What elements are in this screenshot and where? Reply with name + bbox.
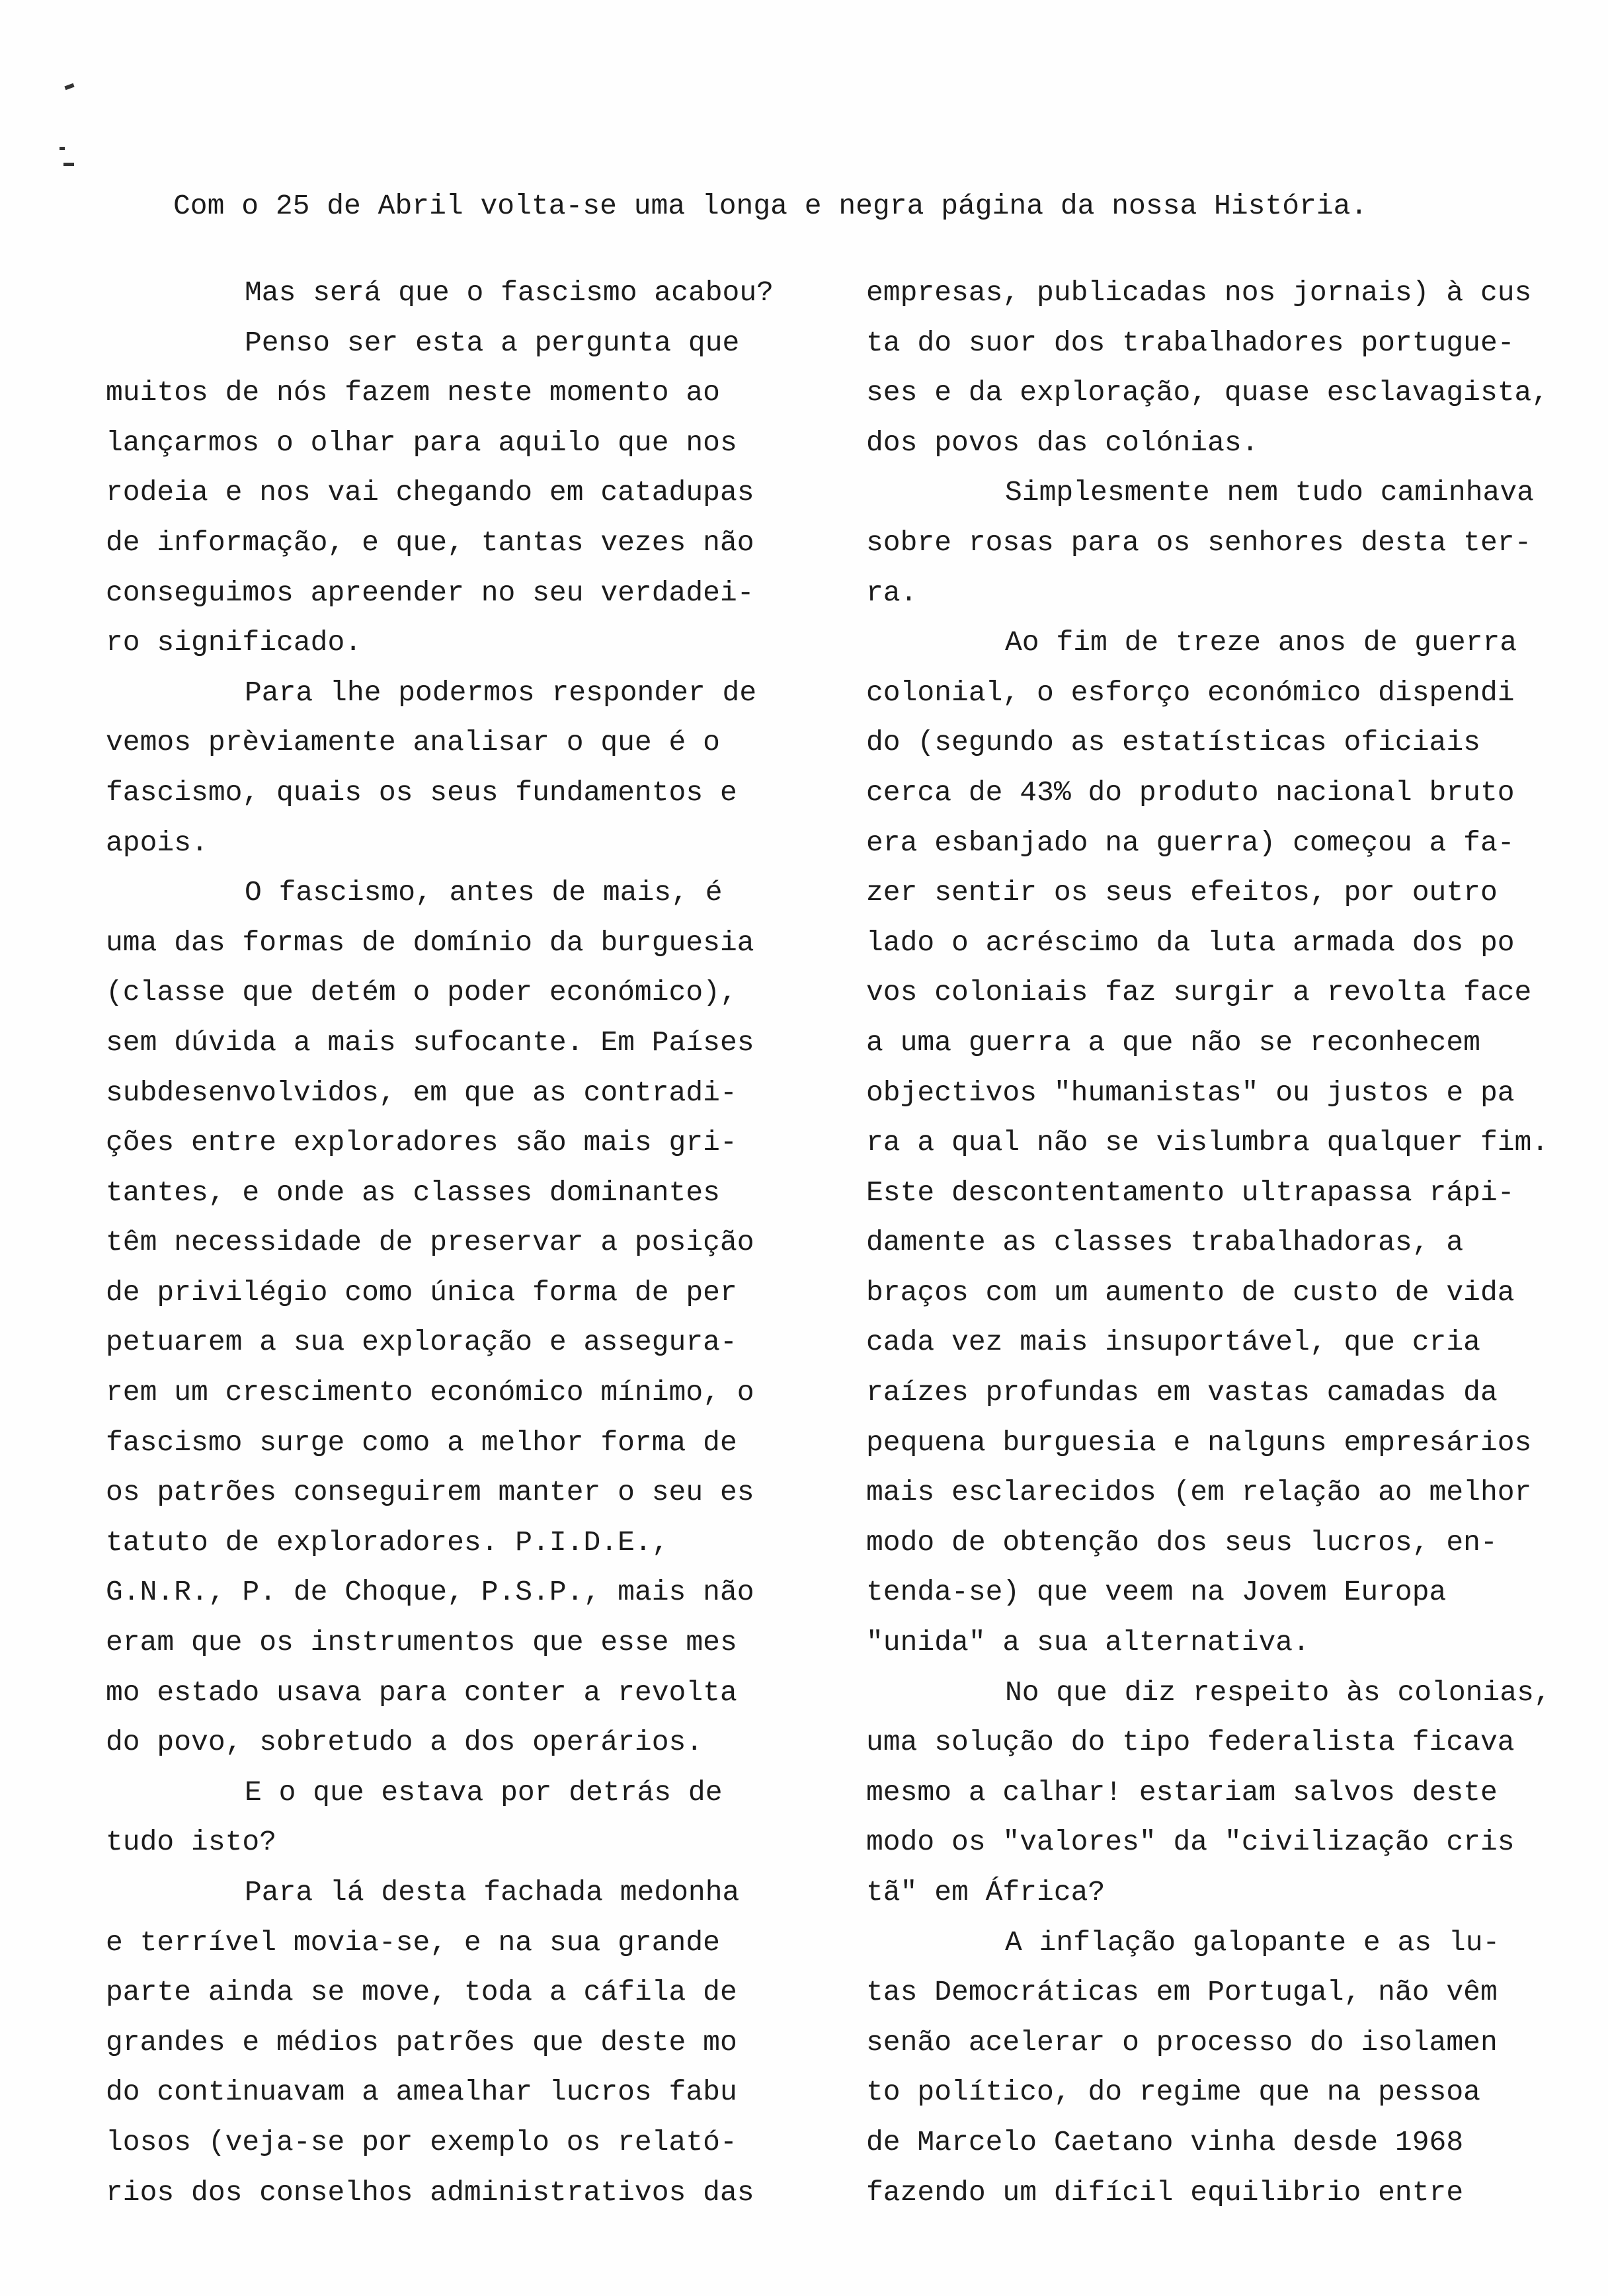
text-line: muitos de nós fazem neste momento ao xyxy=(106,376,720,409)
text-line: No que diz respeito às colonias, xyxy=(1005,1676,1551,1709)
text-line: de privilégio como única forma de per xyxy=(106,1276,737,1309)
text-line: ta do suor dos trabalhadores portugue- xyxy=(866,326,1515,359)
text-line: ra. xyxy=(866,576,918,609)
text-line: de informação, e que, tantas vezes não xyxy=(106,526,754,559)
text-line: conseguimos apreender no seu verdadei- xyxy=(106,576,754,609)
text-line: subdesenvolvidos, em que as contradi- xyxy=(106,1076,737,1109)
text-line: fascismo, quais os seus fundamentos e xyxy=(106,776,737,809)
text-line: Para lá desta fachada medonha xyxy=(245,1876,740,1908)
left-column xyxy=(106,268,820,2217)
text-line: senão acelerar o processo do isolamen xyxy=(866,2026,1498,2059)
text-line: to político, do regime que na pessoa xyxy=(866,2076,1480,2109)
text-line: apois. xyxy=(106,826,208,859)
text-line: cada vez mais insuportável, que cria xyxy=(866,1326,1480,1359)
text-line: colonial, o esforço económico dispendi xyxy=(866,676,1515,709)
text-line: "unida" a sua alternativa. xyxy=(866,1626,1310,1659)
text-line: petuarem a sua exploração e assegura- xyxy=(106,1326,737,1359)
text-line: vos coloniais faz surgir a revolta face xyxy=(866,976,1532,1009)
text-line: G.N.R., P. de Choque, P.S.P., mais não xyxy=(106,1576,754,1609)
text-line: vemos prèviamente analisar o que é o xyxy=(106,726,720,759)
text-line: têm necessidade de preservar a posição xyxy=(106,1226,754,1259)
text-line: modo os "valores" da "civilização cris xyxy=(866,1826,1515,1859)
text-line: tatuto de exploradores. P.I.D.E., xyxy=(106,1526,669,1559)
text-line: E o que estava por detrás de xyxy=(245,1776,723,1809)
text-line: tantes, e onde as classes dominantes xyxy=(106,1176,720,1209)
text-line: zer sentir os seus efeitos, por outro xyxy=(866,876,1498,909)
text-line: rios dos conselhos administrativos das xyxy=(106,2176,754,2209)
text-line: do continuavam a amealhar lucros fabu xyxy=(106,2076,737,2109)
text-line: os patrões conseguirem manter o seu es xyxy=(106,1476,754,1509)
text-line: raízes profundas em vastas camadas da xyxy=(866,1376,1498,1409)
text-line: era esbanjado na guerra) começou a fa- xyxy=(866,826,1515,859)
text-line: rodeia e nos vai chegando em catadupas xyxy=(106,476,754,509)
text-line: do (segundo as estatísticas oficiais xyxy=(866,726,1480,759)
text-line: eram que os instrumentos que esse mes xyxy=(106,1626,737,1659)
text-line: grandes e médios patrões que deste mo xyxy=(106,2026,737,2059)
text-line: pequena burguesia e nalguns empresários xyxy=(866,1426,1532,1459)
text-line: uma solução do tipo federalista ficava xyxy=(866,1726,1515,1759)
text-line: ro significado. xyxy=(106,626,362,659)
text-line: tas Democráticas em Portugal, não vêm xyxy=(866,1976,1498,2009)
text-line: uma das formas de domínio da burguesia xyxy=(106,926,754,959)
text-line: ções entre exploradores são mais gri- xyxy=(106,1126,737,1159)
margin-mark xyxy=(64,83,74,90)
text-line: Simplesmente nem tudo caminhava xyxy=(1005,476,1534,509)
text-line: e terrível movia-se, e na sua grande xyxy=(106,1926,720,1959)
text-line: ra a qual não se vislumbra qualquer fim. xyxy=(866,1126,1549,1159)
text-line: tenda-se) que veem na Jovem Europa xyxy=(866,1576,1447,1609)
text-line: dos povos das colónias. xyxy=(866,426,1259,459)
text-line: empresas, publicadas nos jornais) à cus xyxy=(866,276,1532,309)
text-line: braços com um aumento de custo de vida xyxy=(866,1276,1515,1309)
text-line: parte ainda se move, toda a cáfila de xyxy=(106,1976,737,2009)
text-line: lado o acréscimo da luta armada dos po xyxy=(866,926,1515,959)
text-line: rem um crescimento económico mínimo, o xyxy=(106,1376,754,1409)
text-line: sobre rosas para os senhores desta ter- xyxy=(866,526,1532,559)
text-line: mesmo a calhar! estariam salvos deste xyxy=(866,1776,1498,1809)
text-line: (classe que detém o poder económico), xyxy=(106,976,737,1009)
text-line: losos (veja-se por exemplo os relató- xyxy=(106,2125,737,2158)
text-line: O fascismo, antes de mais, é xyxy=(245,876,723,909)
text-line: fazendo um difícil equilibrio entre xyxy=(866,2176,1464,2209)
text-line: Mas será que o fascismo acabou? xyxy=(245,276,774,309)
text-line: objectivos "humanistas" ou justos e pa xyxy=(866,1076,1515,1109)
text-line: mo estado usava para conter a revolta xyxy=(106,1676,737,1709)
text-line: do povo, sobretudo a dos operários. xyxy=(106,1726,704,1759)
text-line: mais esclarecidos (em relação ao melhor xyxy=(866,1476,1532,1509)
text-line: ses e da exploração, quase esclavagista, xyxy=(866,376,1549,409)
text-line: damente as classes trabalhadoras, a xyxy=(866,1226,1464,1259)
text-line: Este descontentamento ultrapassa rápi- xyxy=(866,1176,1515,1209)
text-line: Penso ser esta a pergunta que xyxy=(245,326,740,359)
right-column xyxy=(866,268,1580,2217)
text-line: modo de obtenção dos seus lucros, en- xyxy=(866,1526,1498,1559)
text-line: a uma guerra a que não se reconhecem xyxy=(866,1026,1480,1059)
text-line: sem dúvida a mais sufocante. Em Países xyxy=(106,1026,754,1059)
margin-mark xyxy=(63,163,74,166)
text-line: tudo isto? xyxy=(106,1826,277,1859)
text-line: tã" em África? xyxy=(866,1876,1106,1908)
text-line: de Marcelo Caetano vinha desde 1968 xyxy=(866,2125,1464,2158)
text-line: lançarmos o olhar para aquilo que nos xyxy=(106,426,737,459)
text-line: cerca de 43% do produto nacional bruto xyxy=(866,776,1515,809)
text-line: A inflação galopante e as lu- xyxy=(1005,1926,1500,1959)
text-line: Para lhe podermos responder de xyxy=(245,676,757,709)
text-line: fascismo surge como a melhor forma de xyxy=(106,1426,737,1459)
page-headline: Com o 25 de Abril volta-se uma longa e negra página da nossa História. xyxy=(173,190,1368,222)
text-line: Ao fim de treze anos de guerra xyxy=(1005,626,1517,659)
margin-mark xyxy=(60,147,65,150)
